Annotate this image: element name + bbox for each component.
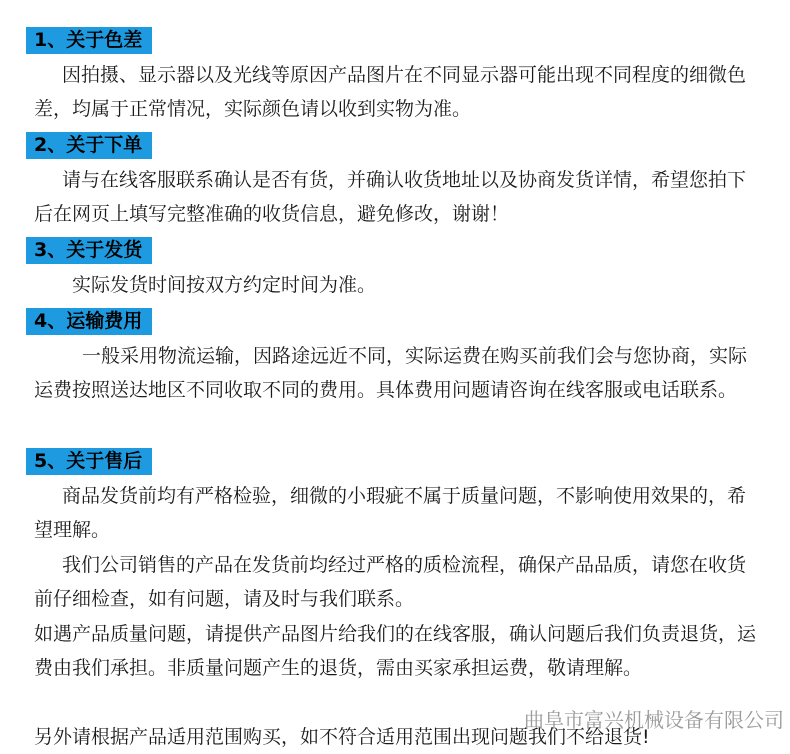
section-5-paragraph-2: 我们公司销售的产品在发货前均经过严格的质检流程，确保产品品质，请您在收货前仔细检查，如有问题，请及时与我们联系。	[34, 554, 747, 610]
section-3-heading: 3、关于发货	[26, 237, 152, 264]
section-4-paragraph-1: 一般采用物流运输，因路途远近不同，实际运费在购买前我们会与您协商，实际运费按照送达地区不同收取不同的费用。具体费用问题请咨询在线客服或电话联系。	[34, 345, 748, 401]
company-watermark: 曲阜市富兴机械设备有限公司	[524, 708, 784, 732]
section-4-heading: 4、运输费用	[26, 308, 152, 335]
section-1-paragraph-1: 因拍摄、显示器以及光线等原因产品图片在不同显示器可能出现不同程度的细微色差，均属于正常情况，实际颜色请以收到实物为准。	[34, 64, 747, 120]
section-5-paragraph-4: 另外请根据产品适用范围购买，如不符合适用范围出现问题我们不给退货!	[34, 726, 650, 748]
section-2-heading: 2、关于下单	[26, 132, 152, 159]
section-1-heading: 1、关于色差	[26, 27, 152, 54]
section-5-paragraph-1: 商品发货前均有严格检验，细微的小瑕疵不属于质量问题，不影响使用效果的，希望理解。	[34, 485, 747, 541]
section-3-paragraph-1: 实际发货时间按双方约定时间为准。	[72, 274, 377, 296]
section-5-paragraph-3: 如遇产品质量问题，请提供产品图片给我们的在线客服，确认问题后我们负责退货，运费由我们承担。非质量问题产生的退货，需由买家承担运费，敬请理解。	[34, 623, 757, 679]
section-2-paragraph-1: 请与在线客服联系确认是否有货，并确认收货地址以及协商发货详情，希望您拍下后在网页上填写完整准确的收货信息，避免修改，谢谢！	[34, 169, 747, 225]
section-5-heading: 5、关于售后	[26, 448, 152, 475]
